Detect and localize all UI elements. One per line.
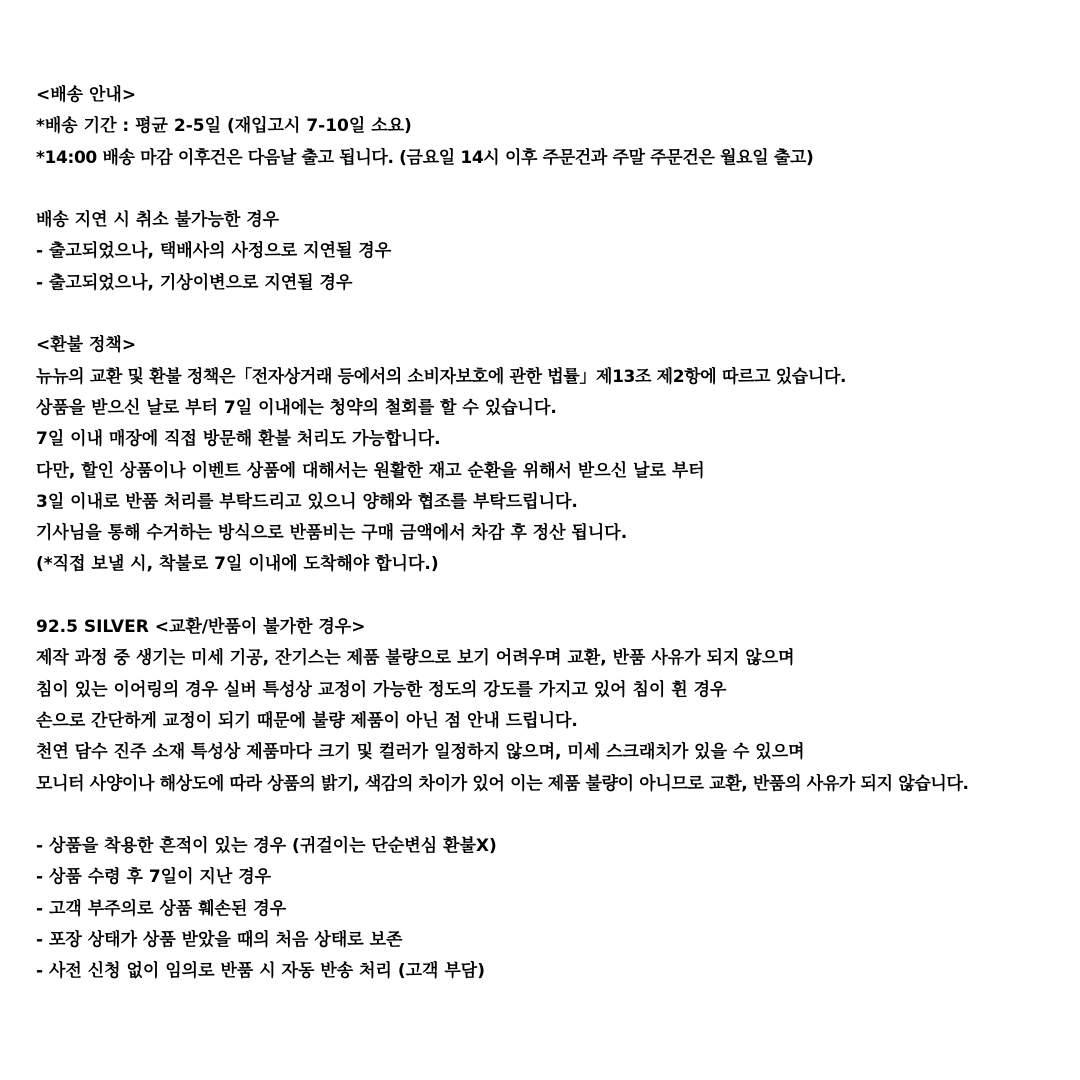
silver-heading: 92.5 SILVER <교환/반품이 불가한 경우> <box>36 617 366 638</box>
condition-item: - 고객 부주의로 상품 훼손된 경우 <box>36 898 287 919</box>
condition-item: - 사전 신청 없이 임의로 반품 시 자동 반송 처리 (고객 부담) <box>36 961 485 982</box>
shipping-cutoff-line: *14:00 배송 마감 이후건은 다음날 출고 됩니다. (금요일 14시 이후 주문건과 주말 주문건은 월요일 출고) <box>36 147 814 168</box>
refund-line: 다만, 할인 상품이나 이벤트 상품에 대해서는 원활한 재고 순환을 위해서 받으신 날로 부터 <box>36 460 705 481</box>
section-spacer <box>36 174 1070 205</box>
condition-item: - 상품 수령 후 7일이 지난 경우 <box>36 867 272 888</box>
policy-document <box>36 80 1070 988</box>
silver-line: 손으로 간단하게 교정이 되기 때문에 불량 제품이 아닌 점 안내 드립니다. <box>36 710 578 731</box>
condition-item: - 상품을 착용한 흔적이 있는 경우 (귀걸이는 단순변심 환불X) <box>36 836 497 857</box>
delay-section <box>36 205 1070 299</box>
refund-heading: <환불 정책> <box>36 335 137 356</box>
conditions-section <box>36 831 1070 987</box>
silver-line: 천연 담수 진주 소재 특성상 제품마다 크기 및 컬러가 일정하지 않으며, 미세 스크래치가 있을 수 있으며 <box>36 742 805 763</box>
refund-line: 3일 이내로 반품 처리를 부탁드리고 있으니 양해와 협조를 부탁드립니다. <box>36 491 578 512</box>
shipping-section <box>36 80 1070 174</box>
refund-section <box>36 330 1070 580</box>
shipping-heading: <배송 안내> <box>36 85 137 105</box>
refund-line: 뉴뉴의 교환 및 환불 정책은「전자상거래 등에서의 소비자보호에 관한 법률」제13조 제2항에 따르고 있습니다. <box>36 366 847 387</box>
silver-line: 모니터 사양이나 해상도에 따라 상품의 밝기, 색감의 차이가 있어 이는 제품 불량이 아니므로 교환, 반품의 사유가 되지 않습니다. <box>36 773 969 794</box>
delay-item: - 출고되었으나, 기상이변으로 지연될 경우 <box>36 272 353 293</box>
section-spacer <box>36 581 1070 612</box>
section-spacer <box>36 800 1070 831</box>
silver-line: 제작 과정 중 생기는 미세 기공, 잔기스는 제품 불량으로 보기 어려우며 교환, 반품 사유가 되지 않으며 <box>36 648 795 669</box>
section-spacer <box>36 299 1070 330</box>
delay-item: - 출고되었으나, 택배사의 사정으로 지연될 경우 <box>36 241 392 262</box>
silver-line: 침이 있는 이어링의 경우 실버 특성상 교정이 가능한 정도의 강도를 가지고 있어 침이 휜 경우 <box>36 679 727 700</box>
delay-heading: 배송 지연 시 취소 불가능한 경우 <box>36 210 280 231</box>
silver-section <box>36 612 1070 800</box>
condition-item: - 포장 상태가 상품 받았을 때의 처음 상태로 보존 <box>36 930 403 951</box>
refund-line: (*직접 보낼 시, 착불로 7일 이내에 도착해야 합니다.) <box>36 554 439 575</box>
refund-line: 상품을 받으신 날로 부터 7일 이내에는 청약의 철회를 할 수 있습니다. <box>36 397 557 418</box>
shipping-period-line: *배송 기간 : 평균 2-5일 (재입고시 7-10일 소요) <box>36 116 412 137</box>
refund-line: 기사님을 통해 수거하는 방식으로 반품비는 구매 금액에서 차감 후 정산 됩니다. <box>36 523 628 544</box>
refund-line: 7일 이내 매장에 직접 방문해 환불 처리도 가능합니다. <box>36 429 441 450</box>
